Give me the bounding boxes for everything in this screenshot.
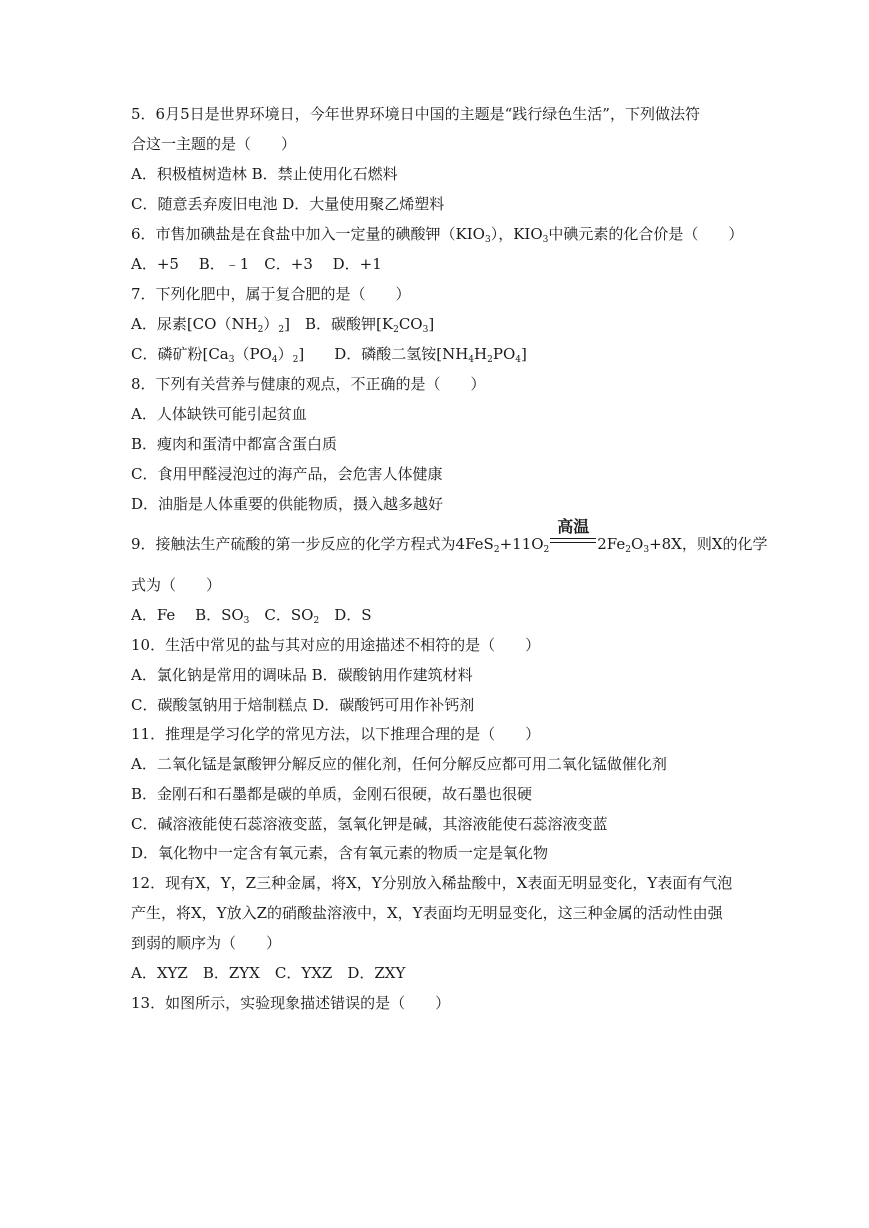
- q11-option-b: B．金刚石和石墨都是碳的单质，金刚石很硬，故石墨也很硬: [131, 785, 533, 803]
- q12-line-2: 产生，将X，Y放入Z的硝酸盐溶液中，X，Y表面均无明显变化，这三种金属的活动性由强: [131, 904, 723, 922]
- reaction-condition: 高温: [557, 517, 590, 536]
- reaction-condition-arrow: [550, 517, 596, 554]
- q11-option-d: D．氧化物中一定含有氧元素，含有氧元素的物质一定是氧化物: [131, 844, 549, 862]
- q11-stem: 11．推理是学习化学的常见方法，以下推理合理的是（ ）: [131, 725, 541, 743]
- q5-line-2: 合这一主题的是（ ）: [131, 135, 297, 153]
- q12-line-3: 到弱的顺序为（ ）: [131, 934, 282, 952]
- q10-options-ab: A．氯化钠是常用的调味品 B．碳酸钠用作建筑材料: [131, 666, 473, 684]
- q10-stem: 10．生活中常见的盐与其对应的用途描述不相符的是（ ）: [131, 636, 541, 654]
- q12-line-1: 12．现有X，Y，Z三种金属，将X，Y分别放入稀盐酸中，X表面无明显变化，Y表面有气泡: [131, 874, 733, 892]
- q12-options: A．XYZ B．ZYX C．YXZ D．ZXY: [131, 964, 406, 982]
- q9-options: A．Fe B．$SO_3$ C．$SO_2$ D．S: [131, 606, 372, 626]
- q10-options-cd: C．碳酸氢钠用于焙制糕点 D．碳酸钙可用作补钙剂: [131, 696, 475, 714]
- q5-options-cd: C．随意丢弃废旧电池 D．大量使用聚乙烯塑料: [131, 195, 445, 213]
- q7-stem: 7．下列化肥中，属于复合肥的是（ ）: [131, 285, 411, 303]
- q9-stem-2: 式为（ ）: [131, 576, 222, 594]
- q6-options: A．+5 B．﹣1 C．+3 D．+1: [131, 255, 382, 273]
- q6-stem: 6．市售加碘盐是在食盐中加入一定量的碘酸钾$(KIO_3)$，$KIO_3$中碘元素的化合价是（ ）: [131, 225, 744, 245]
- q11-option-c: C．碱溶液能使石蕊溶液变蓝，氢氧化钾是碱，其溶液能使石蕊溶液变蓝: [131, 815, 608, 833]
- q5-options-ab: A．积极植树造林 B．禁止使用化石燃料: [131, 165, 398, 183]
- q7-options-ab: A．尿素$[CO(NH_2)_2]$ B．碳酸钾$[K_2CO_3]$: [131, 315, 435, 335]
- q8-stem: 8．下列有关营养与健康的观点，不正确的是（ ）: [131, 375, 486, 393]
- q8-option-c: C．食用甲醛浸泡过的海产品，会危害人体健康: [131, 465, 443, 483]
- q5-line-1: 5．6月5日是世界环境日，今年世界环境日中国的主题是“践行绿色生活”，下列做法符: [131, 105, 700, 123]
- q11-option-a: A．二氧化锰是氯酸钾分解反应的催化剂，任何分解反应都可用二氧化锰做催化剂: [131, 755, 667, 773]
- q13-stem: 13．如图所示，实验现象描述错误的是（ ）: [131, 994, 451, 1012]
- q8-option-b: B．瘦肉和蛋清中都富含蛋白质: [131, 435, 338, 453]
- q9-stem: 9．接触法生产硫酸的第一步反应的化学方程式为$4FeS_2+11O_2$ 高温 $2Fe_2O_3+8X$，则X的化学: [131, 517, 768, 555]
- q7-options-cd: C．磷矿粉$[Ca_3(PO_4)_2]$ D．磷酸二氢铵$[NH_4H_2PO_4]$: [131, 345, 527, 365]
- q8-option-d: D．油脂是人体重要的供能物质，摄入越多越好: [131, 495, 444, 513]
- q8-option-a: A．人体缺铁可能引起贫血: [131, 405, 307, 423]
